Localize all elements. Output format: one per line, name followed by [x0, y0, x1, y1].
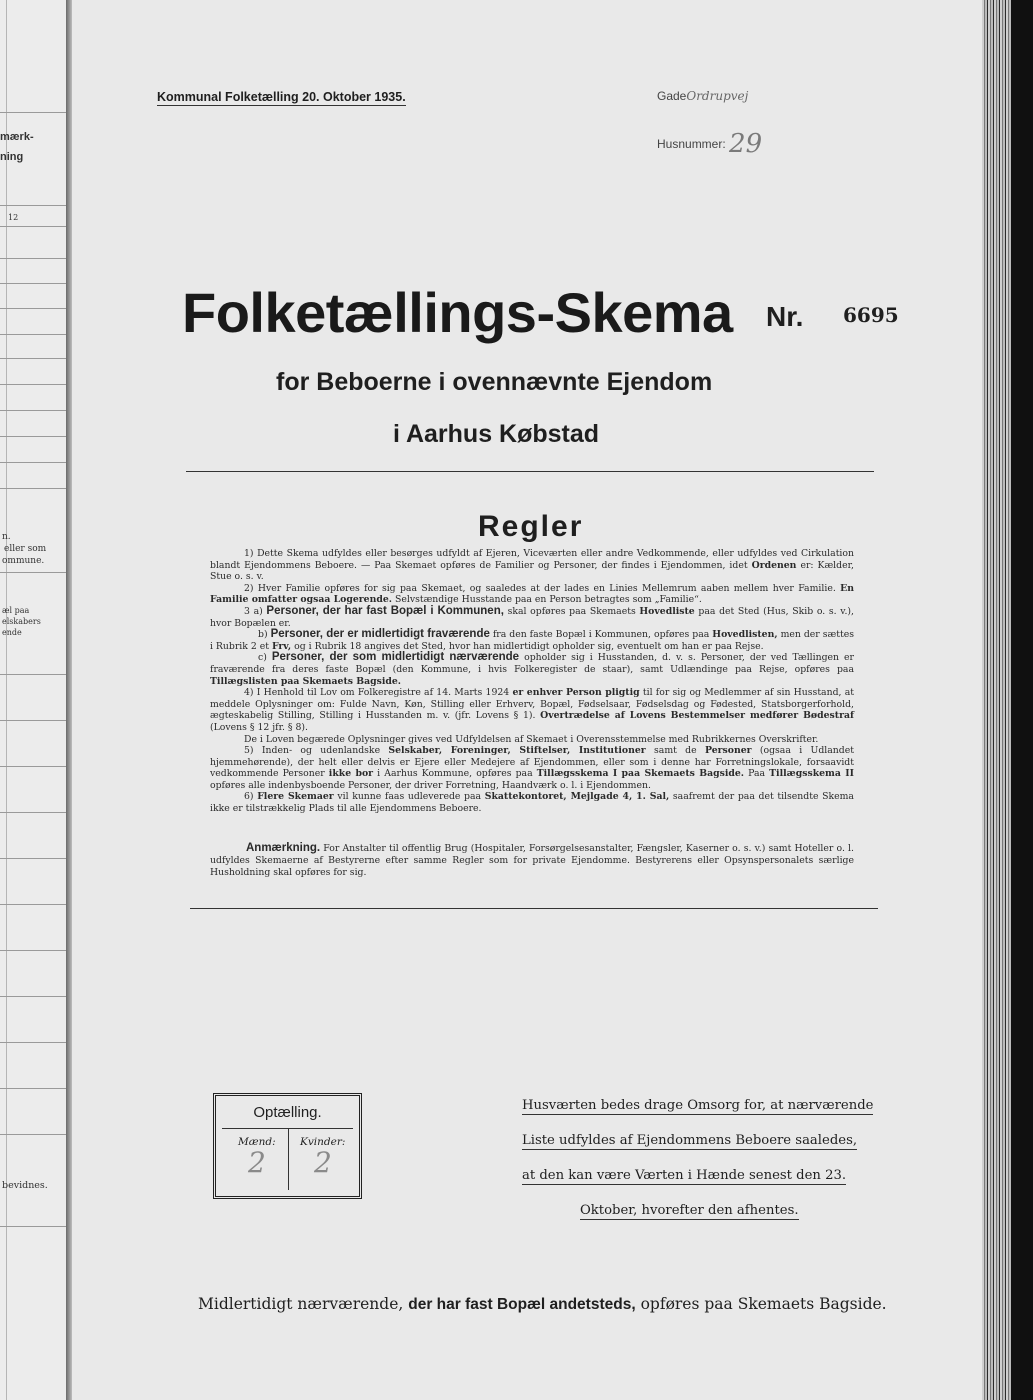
- women-count: 2: [314, 1146, 332, 1179]
- form-number-label: Nr.: [766, 301, 804, 332]
- left-fragment: eller som: [4, 544, 47, 554]
- rule-4b: De i Loven begærede Oplysninger gives ved Udfyldelsen af Skemaet i Overensstemmelse med Rubrikkernes Overskrifter.: [244, 733, 819, 745]
- house-number-value: 29: [729, 129, 763, 159]
- left-fragment: bevidnes.: [2, 1180, 48, 1191]
- street-label: Gade: [657, 89, 687, 103]
- rule-4: 4) I Henhold til Lov om Folkeregistre af 14. Marts 1924 er enhver Person pligtig til for sig og Medlemmer af sin Husstand, at meddele Oplysninger om: Fulde Navn, Køn, Stilling eller Erhverv, Bopæl, Fødselsaar, Fødselsdag og Fødested, Statsborgerforhold, ægteskabelig Stilling, Stilling i Husstanden m. v. (jfr. Lovens § 1). Overtrædelse af Lovens Bestemmelser medfører Bødestraf (Lovens § 12 jfr. § 8).: [210, 687, 855, 733]
- book-page-edges: [982, 0, 1033, 1400]
- left-fragment: ende: [2, 628, 22, 637]
- divider: [190, 908, 878, 909]
- rule-1: 1) Dette Skema udfyldes eller besørges udfyldt af Ejeren, Viceværten eller andre Vedkommende, eller udfyldes ved Cirkulation blandt Ejendommens Beboere. — Paa Skemaet opføres de Familier og Personer, der findes i Ejendommen, idet Ordenen er: Kælder, Stue o. s. v.: [210, 548, 854, 583]
- rule-6: 6) Flere Skemaer vil kunne faas udleverede paa Skattekontoret, Mejlgade 4, 1. Sal, saafremt der paa det tilsendte Skema ikke er tilstrækkelig Plads til alle Ejendommens Beboere.: [210, 791, 854, 815]
- men-count: 2: [248, 1146, 266, 1179]
- rules-text: [210, 548, 854, 815]
- form-subtitle: for Beboerne i ovennævnte Ejendom: [276, 368, 713, 396]
- house-number-label: Husnummer:: [657, 137, 726, 151]
- remark-label: Anmærkning.: [246, 842, 321, 854]
- street-field: [657, 89, 748, 103]
- rule-3c: c) Personer, der som midlertidigt nærværende opholder sig i Husstanden, d. v. s. Personer, der ved Tællingen er fraværende fra deres faste Bopæl (den Kommune, i hvis Folkeregister de staar), samt Udlændinge paa Rejse, opføres paa Tillægslisten paa Skemaets Bagside.: [210, 651, 854, 687]
- form-number-value: 6695: [843, 303, 899, 327]
- count-box: [213, 1093, 362, 1199]
- census-date-line: Kommunal Folketælling 20. Oktober 1935.: [157, 90, 406, 104]
- footer-note: Midlertidigt nærværende, der har fast Bopæl andetsteds, opføres paa Skemaets Bagside.: [198, 1295, 887, 1313]
- form-subtitle-city: i Aarhus Købstad: [393, 420, 600, 448]
- street-value: Ordrupvej: [686, 89, 749, 103]
- rule-2: 2) Hver Familie opføres for sig paa Skemaet, og saaledes at der lades en Linies Mellemrum aaben mellem hver Familie. En Familie omfatter ogsaa Logerende. Selvstændige Husstande paa en Person betragtes som „Familie“.: [210, 582, 854, 606]
- left-fragment: ommune.: [2, 556, 45, 566]
- form-title: Folketællings-Skema: [182, 281, 733, 344]
- rule-3a: 3 a) Personer, der har fast Bopæl i Kommunen, skal opføres paa Skemaets Hovedliste paa det Sted (Hus, Skib o. s. v.), hvor Bopælen er.: [210, 604, 854, 629]
- left-fragment: ning: [0, 151, 24, 163]
- previous-page-strip: [0, 0, 66, 1400]
- women-label: Kvinder:: [300, 1136, 346, 1148]
- notice-line: Liste udfyldes af Ejendommens Beboere saaledes,: [522, 1133, 858, 1148]
- men-label: Mænd:: [238, 1136, 276, 1148]
- rule-3b: b) Personer, der er midlertidigt fraværende fra den faste Bopæl i Kommunen, opføres paa Hovedlisten, men der sættes i Rubrik 2 et Frv, og i Rubrik 18 angives det Sted, hvor han midlertidigt opholder sig, eventuelt om han er paa Rejse.: [210, 628, 854, 652]
- left-fragment: 12: [8, 213, 19, 222]
- remark-paragraph: [210, 843, 854, 878]
- remark-text: For Anstalter til offentlig Brug (Hospitaler, Forsørgelsesanstalter, Fængsler, Kaserner o. s. v.) samt Hoteller o. l. udfyldes Skemaerne af Bestyrerne efter samme Regler som for private Ejendomme. Bestyrerens eller Opsynspersonalets særlige Husholdning skal opføres for sig.: [210, 843, 854, 878]
- left-fragment: n.: [2, 532, 11, 542]
- count-box-title: Optælling.: [253, 1104, 322, 1121]
- left-fragment: elskabers: [2, 617, 41, 626]
- notice-line: Husværten bedes drage Omsorg for, at nærværende: [522, 1098, 874, 1113]
- notice-line: Oktober, hvorefter den afhentes.: [580, 1203, 799, 1218]
- divider: [186, 471, 874, 472]
- left-fragment: mærk-: [0, 131, 34, 143]
- left-fragment: æl paa: [2, 606, 30, 615]
- notice-line: at den kan være Værten i Hænde senest den 23.: [522, 1168, 847, 1183]
- rule-5: 5) Inden- og udenlandske Selskaber, Foreninger, Stiftelser, Institutioner samt de Personer (ogsaa i Udlandet hjemmehørende), der helt eller delvis er Ejere eller Medejere af Ejendommen, eller som i denne har Forretningslokale, forsaavidt vedkommende Personer ikke bor i Aarhus Kommune, opføres paa Tillægsskema I paa Skemaets Bagside. Paa Tillægsskema II opføres alle indenbysboende Personer, der driver Forretning, Haandværk o. l. i Ejendommen.: [210, 745, 854, 791]
- house-number-field: [657, 125, 763, 159]
- rules-heading: Regler: [478, 510, 584, 543]
